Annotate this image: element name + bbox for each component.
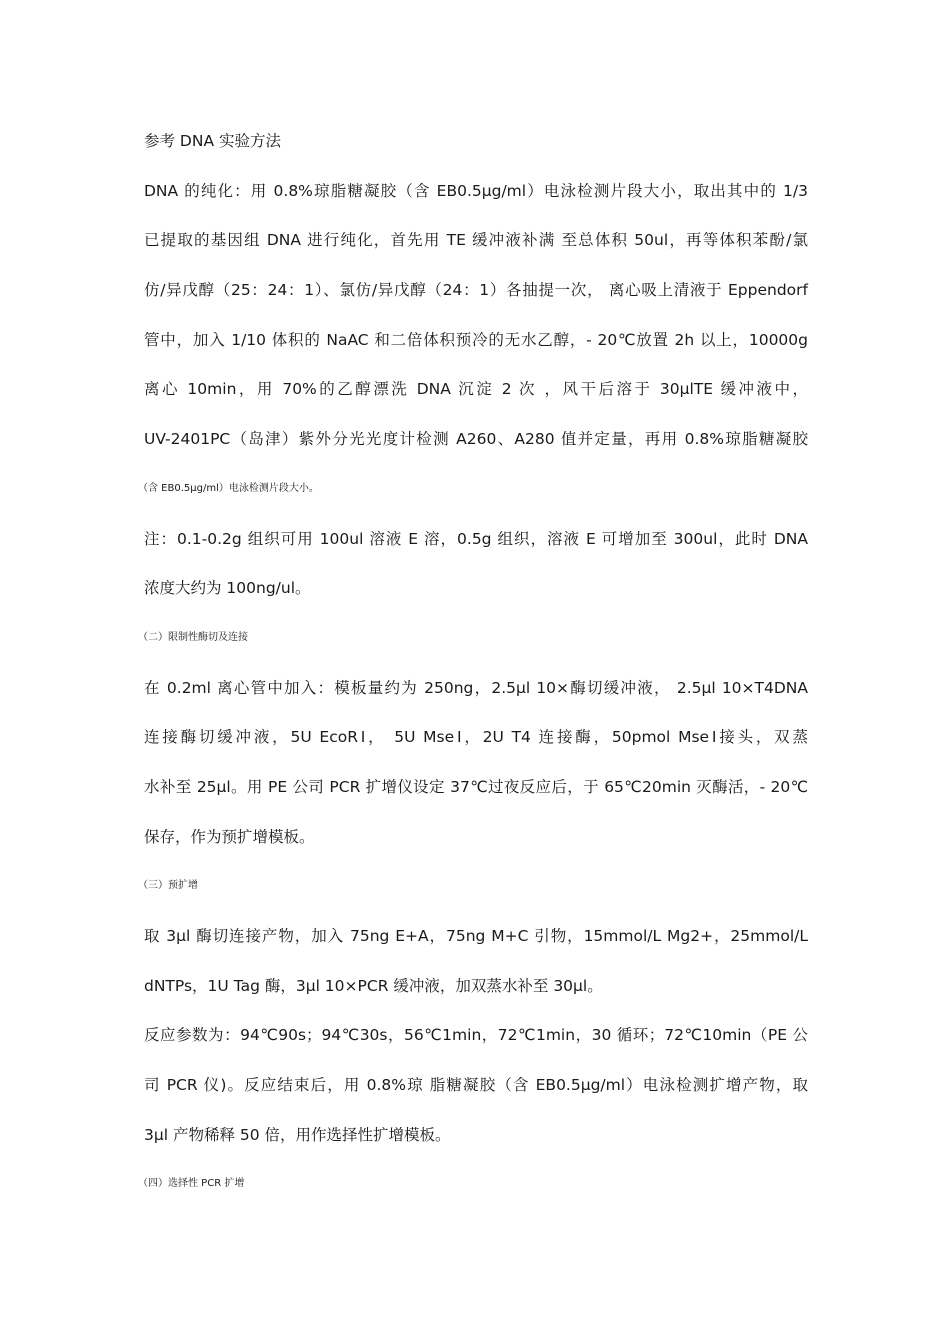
text-line: 管中，加入 1/10 体积的 NaAC 和二倍体积预冷的无水乙醇，- 20℃放置 2h 以上，10000g	[144, 330, 808, 349]
document-body	[138, 124, 808, 1217]
text-line: （含 EB0.5μg/ml）电泳检测片段大小。	[138, 482, 319, 494]
section-heading: （二）限制性酶切及连接	[138, 631, 248, 643]
text-line: 离心 10min，用 70%的乙醇漂洗 DNA 沉淀 2 次 ，风干后溶于 30μlTE 缓冲液中，	[144, 380, 808, 399]
text-line: 在 0.2ml 离心管中加入：模板量约为 250ng，2.5μl 10×酶切缓冲液， 2.5μl 10×T4DNA	[144, 678, 808, 697]
text-line: 水补至 25μl。用 PE 公司 PCR 扩增仪设定 37℃过夜反应后，于 65℃20min 灭酶活，- 20℃	[144, 777, 808, 796]
text-line: dNTPs，1U Tag 酶，3μl 10×PCR 缓冲液，加双蒸水补至 30μl。	[144, 976, 603, 995]
text-line: 司 PCR 仪)。反应结束后，用 0.8%琼 脂糖凝胶（含 EB0.5μg/ml）电泳检测扩增产物，取	[144, 1076, 808, 1095]
section-heading: （四）选择性 PCR 扩增	[138, 1178, 245, 1190]
text-line: 取 3μl 酶切连接产物，加入 75ng E+A，75ng M+C 引物，15mmol/L Mg2+，25mmol/L	[144, 927, 808, 945]
section-heading: （三）预扩增	[138, 880, 198, 892]
text-line: 保存，作为预扩增模板。	[144, 827, 315, 846]
text-line: DNA 的纯化：用 0.8%琼脂糖凝胶（含 EB0.5μg/ml）电泳检测片段大小，取出其中的 1/3	[144, 181, 808, 200]
text-line: 反应参数为：94℃90s；94℃30s，56℃1min，72℃1min，30 循环；72℃10min（PE 公	[144, 1026, 808, 1045]
text-line: 连接酶切缓冲液，5U EcoRⅠ， 5U MseⅠ，2U T4 连接酶，50pmol MseⅠ接头，双蒸	[144, 728, 808, 747]
text-line: 3μl 产物稀释 50 倍，用作选择性扩增模板。	[144, 1125, 451, 1144]
note-line: 注：0.1-0.2g 组织可用 100ul 溶液 E 溶，0.5g 组织，溶液 E 可增加至 300ul，此时 DNA	[144, 529, 808, 548]
text-line: UV-2401PC（岛津）紫外分光光度计检测 A260、A280 值并定量，再用 0.8%琼脂糖凝胶	[144, 430, 808, 449]
text-line: 已提取的基因组 DNA 进行纯化，首先用 TE 缓冲液补满 至总体积 50ul，再等体积苯酚/氯	[144, 231, 808, 250]
note-line: 浓度大约为 100ng/ul。	[144, 579, 311, 598]
document-title: 参考 DNA 实验方法	[144, 132, 281, 150]
text-line: 仿/异戊醇（25：24：1）、氯仿/异戊醇（24：1）各抽提一次， 离心吸上清液于 Eppendorf	[144, 281, 808, 300]
